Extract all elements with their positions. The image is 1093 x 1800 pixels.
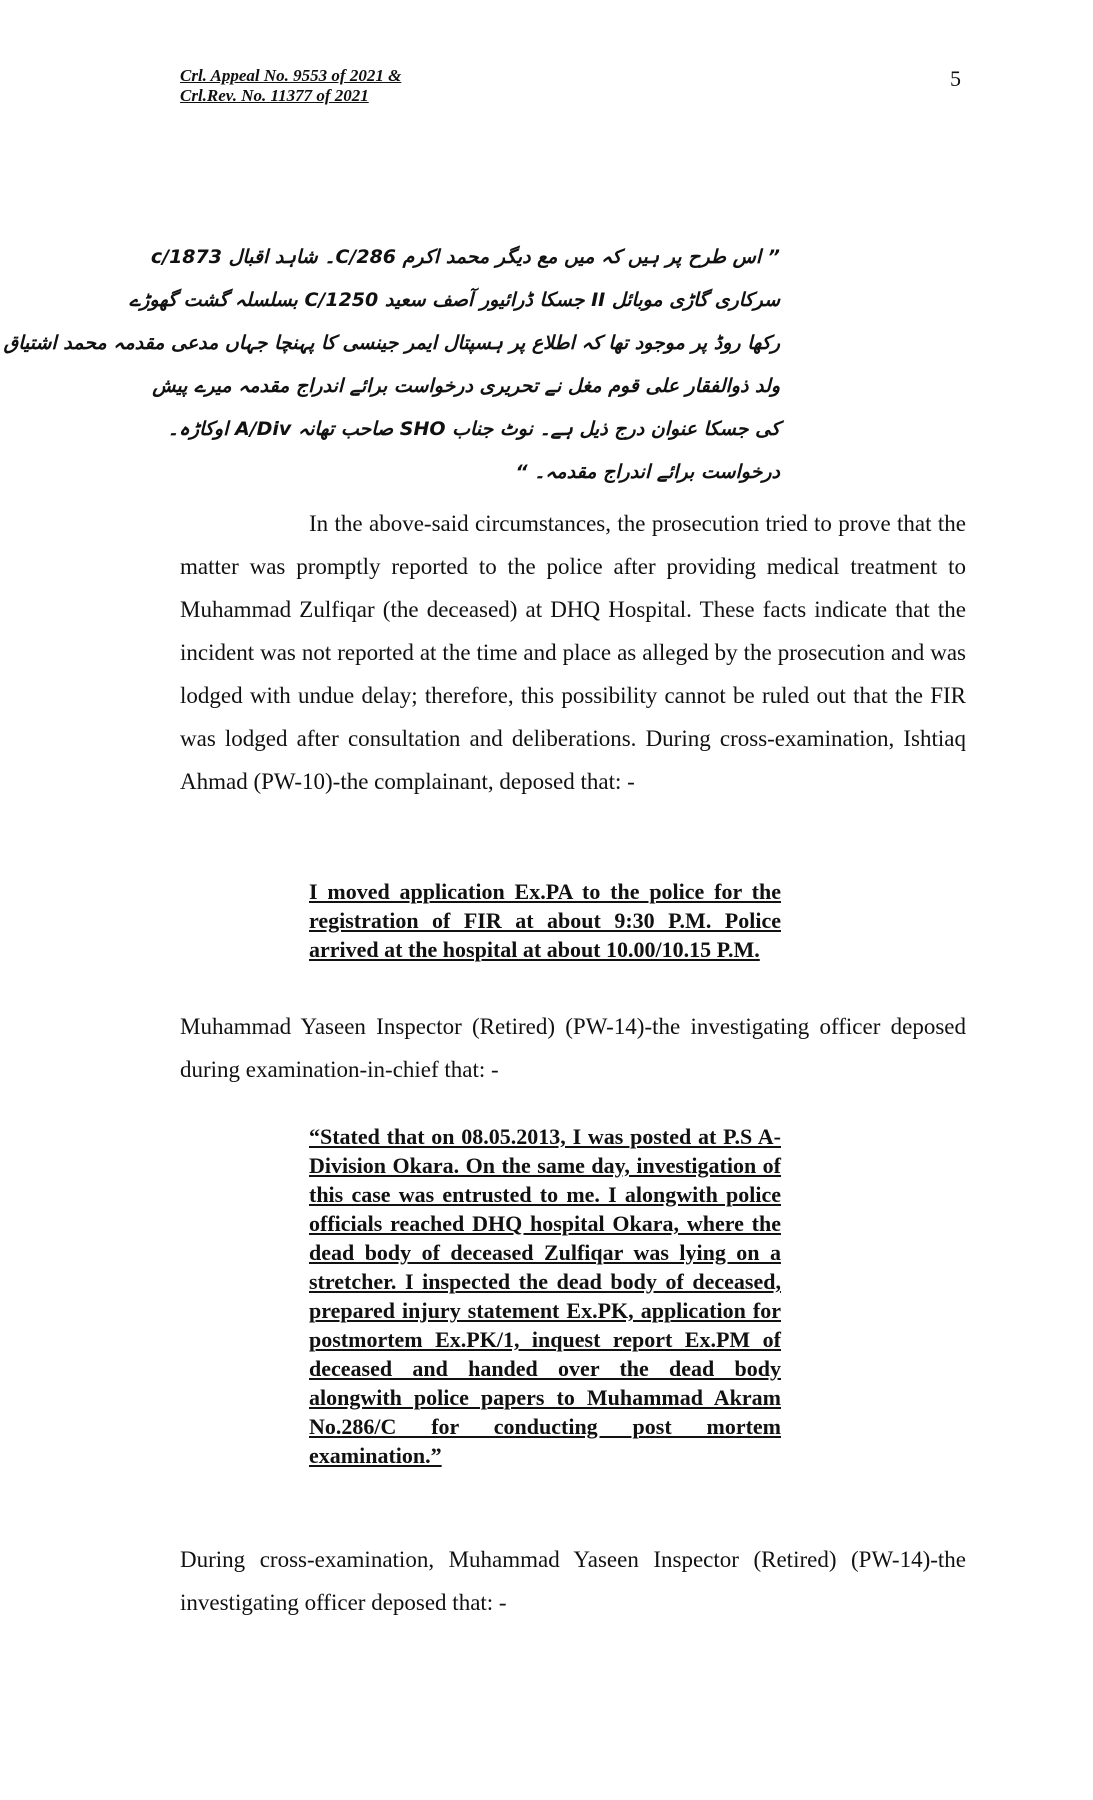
- urdu-line-4: ولد ذوالفقار علی قوم مغل نے تحریری درخواست برائے اندراج مقدمہ میرے پیش: [152, 375, 780, 397]
- deposition-quote-pw14: “Stated that on 08.05.2013, I was posted at P.S A-Division Okara. On the same day, investigation of this case was entrusted to me. I alongwith police officials reached DHQ hospital Okara, where the dead body of deceased Zulfiqar was lying on a stretcher. I inspected the dead body of deceased, prepared injury statement Ex.PK, application for postmortem Ex.PK/1, inquest report Ex.PM of deceased and handed over the dead body alongwith police papers to Muhammad Akram No.286/C for conducting post mortem examination.”: [309, 1124, 781, 1468]
- body-paragraph-2: Muhammad Yaseen Inspector (Retired) (PW-14)-the investigating officer deposed during examination-in-chief that: -: [180, 1014, 966, 1082]
- case-reference: [180, 66, 401, 106]
- body-paragraph-1: [180, 502, 966, 803]
- urdu-line-2: سرکاری گاڑی موبائل II جسکا ڈرائیور آصف سعید 1250/C بسلسلہ گشت گھوڑے: [129, 289, 780, 311]
- case-reference-line-1: Crl. Appeal No. 9553 of 2021 &: [180, 66, 402, 85]
- urdu-line-3: رکھا روڈ پر موجود تھا کہ اطلاع پر ہسپتال ایمر جینسی کا پہنچا جہاں مدعی مقدمہ محمد اشتیاق: [3, 332, 780, 354]
- urdu-line-1: ” اس طرح پر ہیں کہ میں مع دیگر محمد اکرم 286/C۔ شاہد اقبال 1873/c: [150, 246, 780, 268]
- urdu-line-6: درخواست برائے اندراج مقدمہ۔ “: [515, 461, 780, 483]
- deposition-quote-pw10: I moved application Ex.PA to the police for the registration of FIR at about 9:30 P.M. Police arrived at the hospital at about 10.00/10.15 P.M.: [309, 879, 781, 962]
- body-paragraph-3: During cross-examination, Muhammad Yaseen Inspector (Retired) (PW-14)-the investigating officer deposed that: -: [180, 1547, 966, 1615]
- urdu-fir-quote: [3, 236, 780, 494]
- page-number: 5: [950, 66, 961, 91]
- urdu-line-5: کی جسکا عنوان درج ذیل ہے۔ نوٹ جناب SHO صاحب تھانہ A/Div اوکاڑہ۔: [167, 418, 780, 440]
- body-paragraph-1-text: In the above-said circumstances, the prosecution tried to prove that the matter was promptly reported to the police after providing medical treatment to Muhammad Zulfiqar (the deceased) at DHQ Hospital. These facts indicate that the incident was not reported at the time and place as alleged by the prosecution and was lodged with undue delay; therefore, this possibility cannot be ruled out that the FIR was lodged after consultation and deliberations. During cross-examination, Ishtiaq Ahmad (PW-10)-the complainant, deposed that: -: [180, 511, 966, 794]
- case-reference-line-2: Crl.Rev. No. 11377 of 2021: [180, 86, 369, 105]
